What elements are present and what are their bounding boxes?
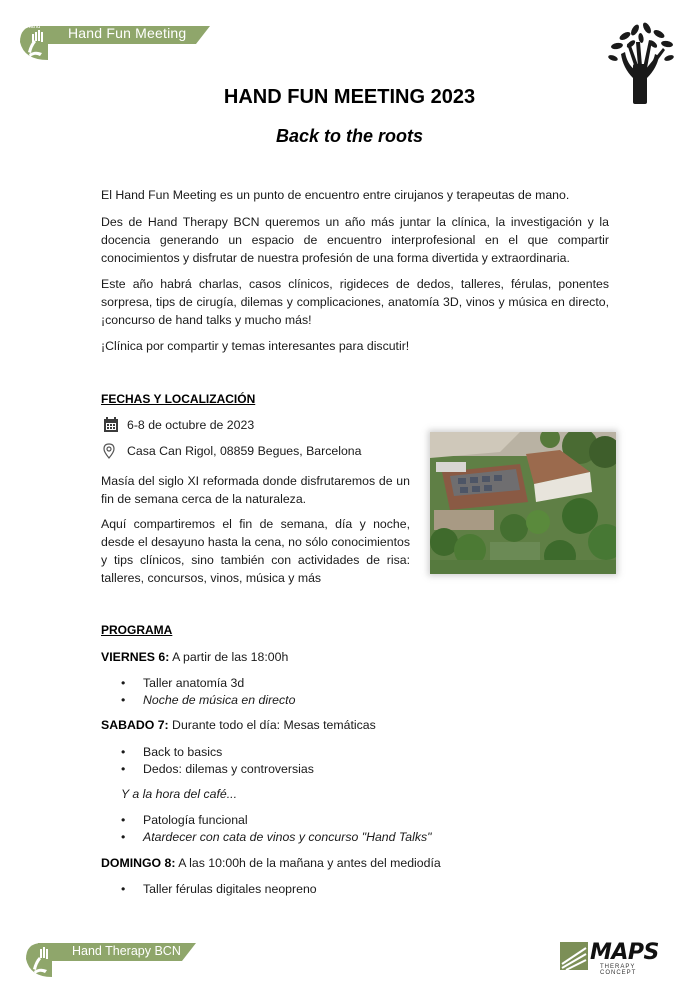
cafe-item-2: Atardecer con cata de vinos y concurso "Hand Talks" <box>143 830 432 844</box>
calendar-icon <box>103 417 121 433</box>
viernes-item-1: Taller anatomía 3d <box>143 676 245 690</box>
viernes-line <box>101 650 288 664</box>
domingo-line <box>101 856 441 870</box>
event-date: 6-8 de octubre de 2023 <box>127 418 255 432</box>
intro-paragraph-2: Des de Hand Therapy BCN queremos un año más juntar la clínica, la investigación y la docencia generando un espacio de encuentro interprofesional en el que compartir conocimientos y disfrutar de nuestra profesión de una forma divertida y extraordinaria. <box>101 215 609 265</box>
hand-therapy-bcn-logo <box>24 941 196 979</box>
domingo-label: DOMINGO 8: <box>101 856 176 870</box>
venue-aerial-photo <box>430 432 616 574</box>
location-row <box>103 443 361 459</box>
domingo-item-1: Taller férulas digitales neopreno <box>143 882 317 896</box>
weekend-description: Aquí compartiremos el fin de semana, día y noche, desde el desayuno hasta la cena, no sólo conocimientos y tips clínicos, sino también con actividades de risa: talleres, concursos, vinos, música y más <box>101 517 410 585</box>
viernes-item-2: Noche de música en directo <box>143 693 296 707</box>
sabado-line <box>101 718 376 732</box>
intro-paragraph-4: ¡Clínica por compartir y temas interesantes para discutir! <box>101 339 410 353</box>
cafe-item-1: Patología funcional <box>143 813 248 827</box>
cafe-line: Y a la hora del café... <box>121 787 237 801</box>
maps-wordmark: MAPS <box>590 940 659 965</box>
event-location: Casa Can Rigol, 08859 Begues, Barcelona <box>127 444 362 458</box>
programa-heading: PROGRAMA <box>101 623 173 637</box>
intro-paragraph-3: Este año habrá charlas, casos clínicos, rigideces de dedos, talleres, férulas, ponentes sorpresa, tips de cirugía, dilemas y complicaciones, anatomía 3D, vinos y música en directo, ¡concurso de hand talks y mucho más! <box>101 277 609 327</box>
sabado-item-1: Back to basics <box>143 745 223 759</box>
footer-banner-title: Hand Therapy BCN <box>72 944 181 958</box>
sabado-text: Durante todo el día: Mesas temáticas <box>168 718 376 732</box>
domingo-text: A las 10:00h de la mañana y antes del mediodía <box>175 856 441 870</box>
sabado-label: SABADO 7: <box>101 718 169 732</box>
page-subtitle: Back to the roots <box>275 126 424 146</box>
map-pin-icon <box>103 443 121 459</box>
date-row <box>103 417 254 433</box>
viernes-label: VIERNES 6: <box>101 650 170 664</box>
venue-description: Masía del siglo XI reformada donde disfrutaremos de un fin de semana cerca de la naturaleza. <box>101 474 410 506</box>
sabado-item-2: Dedos: dilemas y controversias <box>143 762 314 776</box>
fechas-heading: FECHAS Y LOCALIZACIÓN <box>101 392 256 406</box>
banner-small-text: Hand <box>26 24 41 30</box>
intro-paragraph-1: El Hand Fun Meeting es un punto de encuentro entre cirujanos y terapeutas de mano. <box>101 188 570 202</box>
hand-fun-meeting-logo <box>18 22 210 64</box>
viernes-text: A partir de las 18:00h <box>169 650 289 664</box>
maps-therapy-concept-logo <box>560 940 660 974</box>
banner-title: Hand Fun Meeting <box>68 25 187 41</box>
maps-emblem-icon <box>560 942 588 972</box>
maps-subtitle: THERAPY CONCEPT <box>600 964 637 976</box>
page-title: HAND FUN MEETING 2023 <box>223 86 476 108</box>
